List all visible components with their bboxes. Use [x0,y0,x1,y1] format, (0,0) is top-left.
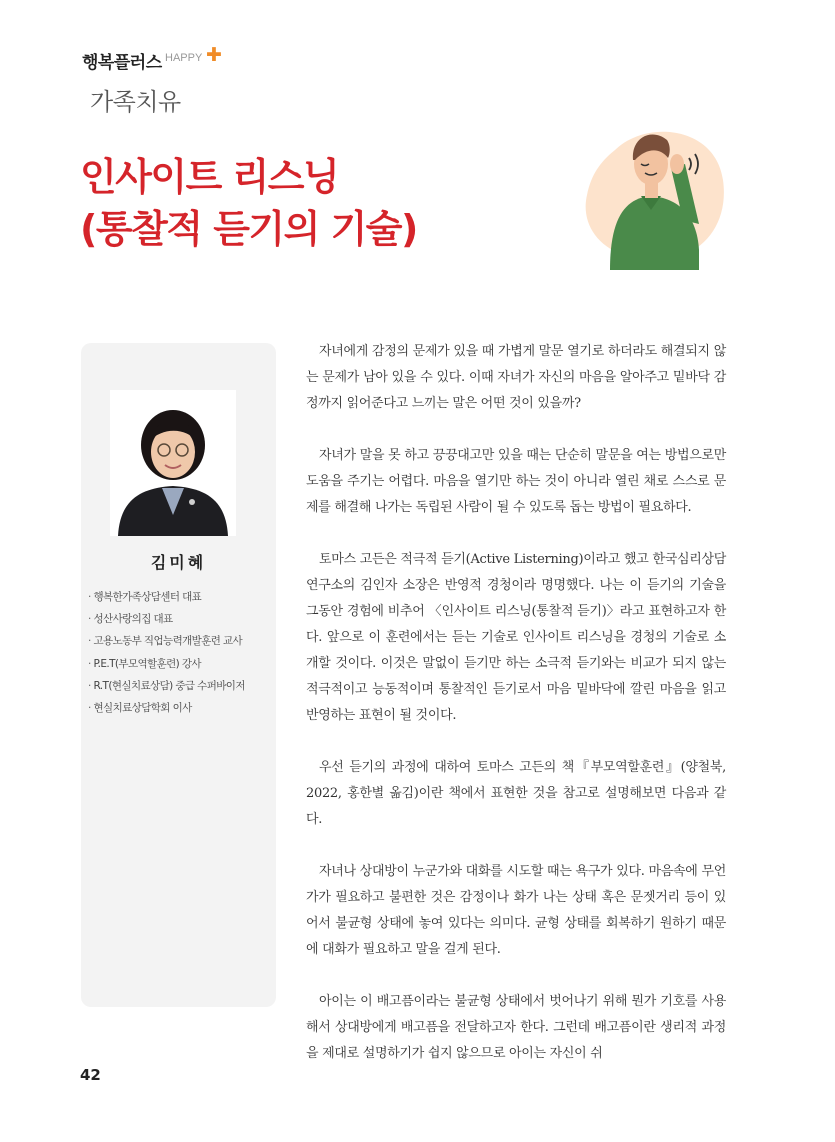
article-body [306,339,726,1093]
happy-label: HAPPY [165,52,203,64]
credit-item: · 고용노동부 직업능력개발훈련 교사 [88,630,273,652]
body-paragraph: 자녀가 말을 못 하고 끙끙대고만 있을 때는 단순히 말문을 여는 방법으로만 도움을 주기는 어렵다. 마음을 열기만 하는 것이 아니라 열린 채로 스스로 문제를 해결해 나가는 독립된 사람이 될 수 있도록 돕는 방법이 필요하다. [306,448,726,515]
credit-item: · 현실치료상담학회 이사 [88,697,273,719]
credit-item: · R.T(현실치료상담) 중급 수퍼바이저 [88,675,273,697]
author-name: 김미혜 [150,553,207,572]
hand [670,154,684,174]
credit-item: · 성산사랑의집 대표 [88,608,273,630]
article-title-line-2: (통찰적 듣기의 기술) [80,207,417,251]
brooch-icon [189,499,195,505]
category-label: 가족치유 [90,88,181,116]
body-paragraph: 자녀나 상대방이 누군가와 대화를 시도할 때는 욕구가 있다. 마음속에 무언가가 필요하고 불편한 것은 감정이나 화가 나는 상태 혹은 문젯거리 등이 있어서 불균형 상태에 놓여 있다는 의미다. 균형 상태를 회복하기 원하기 때문에 대화가 필요하고 말을 걸게 된다. [306,864,726,957]
plus-icon: ✚ [206,44,222,66]
body-paragraph: 우선 듣기의 과정에 대하여 토마스 고든의 책『부모역할훈련』(양철북, 2022, 홍한별 옮김)이란 책에서 표현한 것을 참고로 설명해보면 다음과 같다. [306,760,726,827]
page-number: 42 [80,1066,101,1084]
listening-man-illustration [575,120,725,270]
series-label: 행복플러스 [82,53,162,73]
body-paragraph: 아이는 이 배고픔이라는 불균형 상태에서 벗어나기 위해 뭔가 기호를 사용해서 상대방에게 배고픔을 전달하고자 한다. 그런데 배고픔이란 생리적 과정을 제대로 설명하기가 쉽지 않으므로 아이는 자신이 쉬 [306,994,726,1061]
article-title-line-1: 인사이트 리스닝 [80,155,339,199]
author-portrait [110,390,236,536]
credit-item: · P.E.T(부모역할훈련) 강사 [88,653,273,675]
author-credits [88,586,273,719]
credit-item: · 행복한가족상담센터 대표 [88,586,273,608]
body-paragraph: 토마스 고든은 적극적 듣기(Active Listerning)이라고 했고 한국심리상담연구소의 김인자 소장은 반영적 경청이라 명명했다. 나는 이 듣기의 기술을 그동안 경험에 비추어 〈인사이트 리스닝(통찰적 듣기)〉라고 표현하고자 한다. 앞으로 이 훈련에서는 듣는 기술로 인사이트 리스닝을 경청의 기술로 소개할 것이다. 이것은 말없이 듣기만 하는 소극적 듣기와는 비교가 되지 않는 적극적이고 능동적이며 통찰적인 듣기로서 마음 밑바닥에 깔린 마음을 읽고 반영하는 표현이 될 것이다. [306,552,726,723]
body-paragraph: 자녀에게 감정의 문제가 있을 때 가볍게 말문 열기로 하더라도 해결되지 않는 문제가 남아 있을 수 있다. 이때 자녀가 자신의 마음을 알아주고 밑바닥 감정까지 읽어준다고 느끼는 말은 어떤 것이 있을까? [306,344,726,411]
